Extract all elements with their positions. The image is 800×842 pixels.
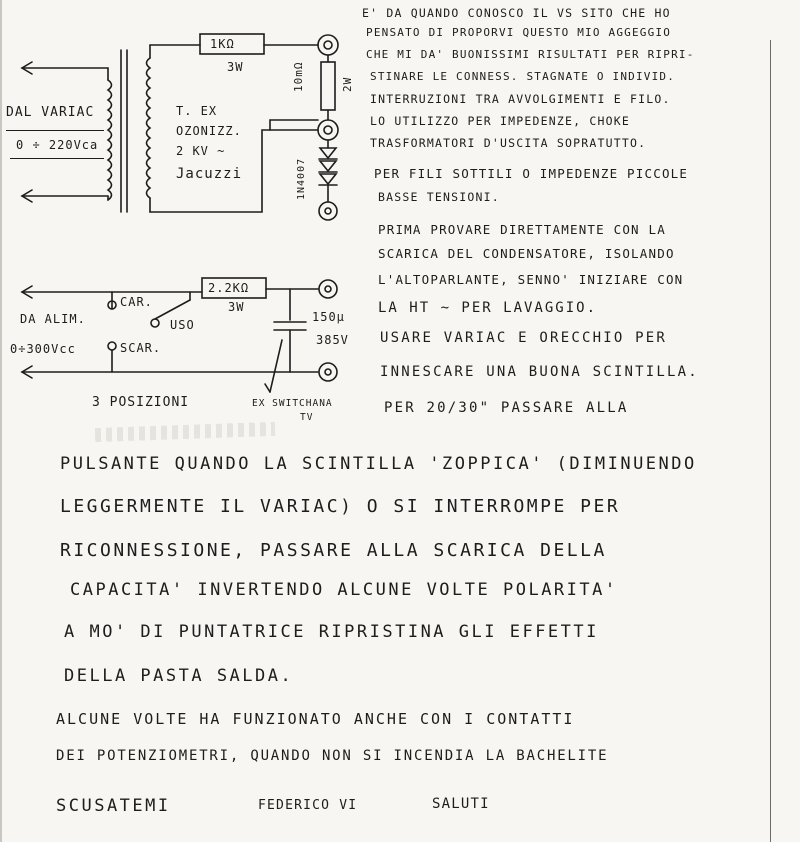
note-line: LO UTILIZZO PER IMPEDENZE, CHOKE [370,114,630,128]
capacitor-voltage: 385V [316,333,349,347]
input-label-variac: DAL VARIAC [6,105,95,120]
note-line: SCARICA DEL CONDENSATORE, ISOLANDO [378,246,675,261]
resistor-2k2-label: 2.2KΩ [208,281,250,295]
capacitor-value: 150µ [312,310,345,324]
note-line: USARE VARIAC E ORECCHIO PER [380,330,667,346]
signoff-greeting: SALUTI [432,796,490,812]
switch-positions-label: 3 POSIZIONI [92,395,190,410]
primary-winding [108,68,112,200]
note-line: PULSANTE QUANDO LA SCINTILLA 'ZOPPICA' (DIMINUENDO [60,454,697,474]
transformer-label-2: OZONIZZ. [176,124,242,138]
series-resistor-power: 2W [341,76,354,92]
note-line: INNESCARE UNA BUONA SCINTILLA. [380,364,699,380]
input-label-alim: DA ALIM. [20,312,86,326]
secondary-winding [147,45,151,212]
note-line: STINARE LE CONNESS. STAGNATE O INDIVID. [370,70,676,83]
transformer-core [121,50,127,212]
input-arrows-1 [22,62,108,202]
switch-note-1: EX SWITCHANA [252,398,333,409]
note-line: E' DA QUANDO CONOSCO IL VS SITO CHE HO [362,6,671,20]
note-line: BASSE TENSIONI. [378,190,500,204]
input-range-dc: 0÷300Vcc [10,342,76,356]
note-line: A MO' DI PUNTATRICE RIPRISTINA GLI EFFETTI [64,622,599,642]
resistor-2k2-power: 3W [228,300,245,314]
transformer-label-1: T. EX [176,104,218,118]
switch-note-2: TV [300,412,314,423]
note-line: CHE MI DA' BUONISSIMI RISULTATI PER RIPRI- [366,48,695,61]
switch-label-uso: USO [170,318,195,332]
transformer-label-3: 2 KV ~ [176,144,226,158]
note-line: TRASFORMATORI D'USCITA SOPRATUTTO. [370,136,647,150]
note-line: PER FILI SOTTILI O IMPEDENZE PICCOLE [374,166,689,181]
switch-label-car: CAR. [120,295,153,309]
signoff-apology: SCUSATEMI [56,796,171,816]
input-range-underline [10,158,104,159]
note-line: ALCUNE VOLTE HA FUNZIONATO ANCHE CON I CONTATTI [56,710,575,728]
resistor-1k-label: 1KΩ [210,37,235,51]
circuit2-wires [22,278,337,392]
terminals-1 [318,35,338,220]
switch-label-scar: SCAR. [120,341,162,355]
note-line: RICONNESSIONE, PASSARE ALLA SCARICA DELLA [60,540,607,561]
note-line: PER 20/30" PASSARE ALLA [384,400,629,416]
input-range-label: 0 ÷ 220Vca [16,138,99,152]
resistor-1k-power: 3W [227,60,244,74]
note-line: DEI POTENZIOMETRI, QUANDO NON SI INCENDIA LA BACHELITE [56,748,609,764]
note-line: LEGGERMENTE IL VARIAC) O SI INTERROMPE PER [60,496,621,517]
note-line: PENSATO DI PROPORVI QUESTO MIO AGGEGGIO [366,26,672,39]
note-line: LA HT ~ PER LAVAGGIO. [378,300,598,316]
series-resistor-label: 10mΩ [292,61,305,92]
note-line: PRIMA PROVARE DIRETTAMENTE CON LA [378,222,666,237]
note-line: CAPACITA' INVERTENDO ALCUNE VOLTE POLARITA' [70,580,618,600]
signoff-name: FEDERICO VI [258,798,358,813]
input-label-underline [6,108,104,131]
note-line: INTERRUZIONI TRA AVVOLGIMENTI E FILO. [370,92,671,106]
transformer-label-4: Jacuzzi [176,166,243,182]
note-line: DELLA PASTA SALDA. [64,666,294,686]
note-line: L'ALTOPARLANTE, SENNO' INIZIARE CON [378,272,684,287]
diode-label: 1N4007 [296,157,307,200]
